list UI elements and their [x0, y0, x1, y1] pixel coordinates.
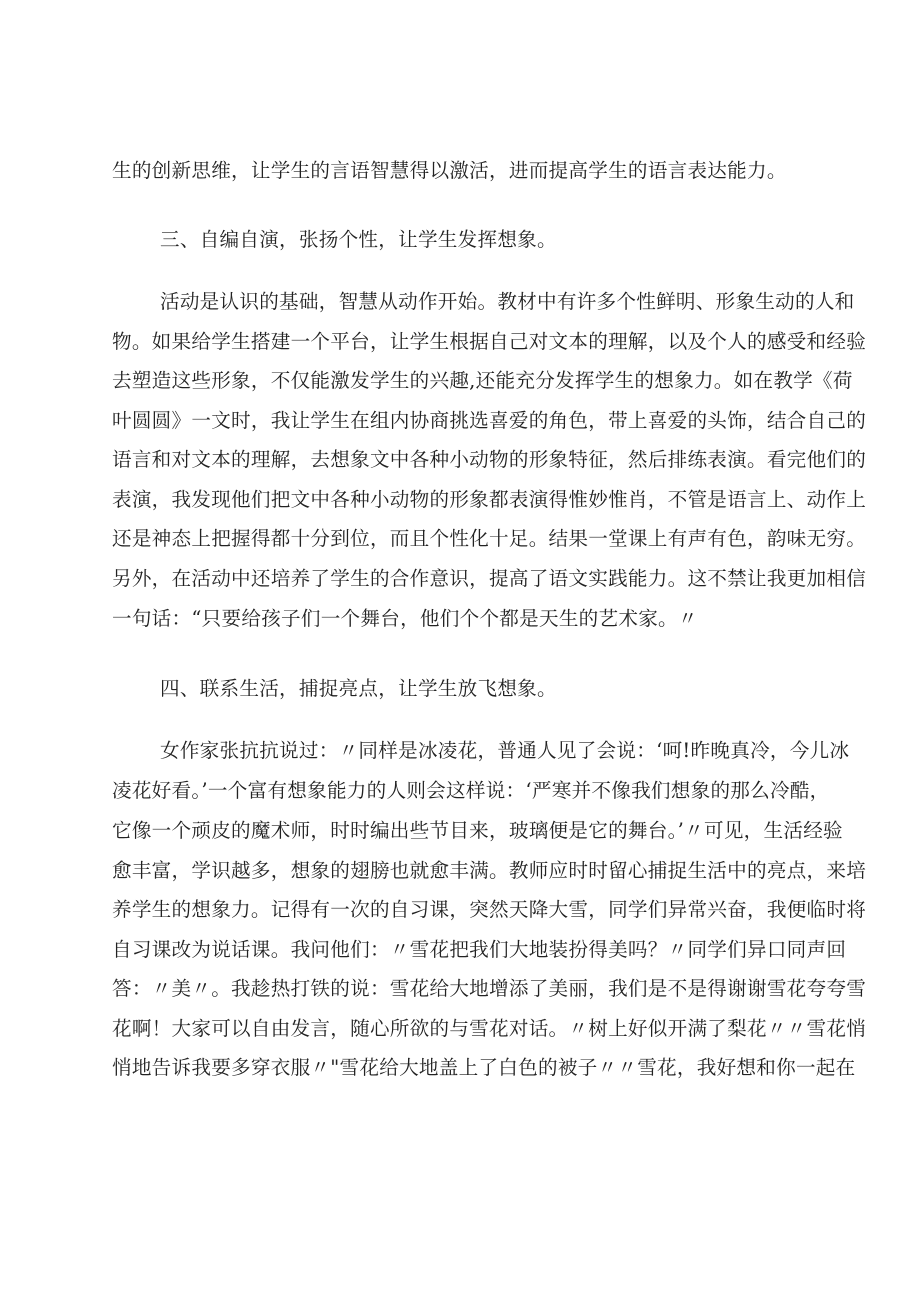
section-three-line: 一句话：“只要给孩子们一个舞台，他们个个都是天生的艺术家。〃 — [112, 607, 698, 630]
section-four-line: 花啊！大家可以自由发言，随心所欲的与雪花对话。〃树上好似开满了梨花〃〃雪花悄 — [112, 1017, 867, 1040]
section-three-line: 叶圆圆》一文时，我让学生在组内协商挑选喜爱的角色，带上喜爱的头饰，结合自己的 — [112, 409, 867, 432]
section-three-line: 另外，在活动中还培养了学生的合作意识，提高了语文实践能力。这不禁让我更加相信 — [112, 567, 867, 590]
section-three-line: 物。如果给学生搭建一个平台，让学生根据自己对文本的理解，以及个人的感受和经验 — [112, 330, 867, 353]
paragraph-continuation-line: 生的创新思维，让学生的言语智慧得以激活，进而提高学生的语言表达能力。 — [112, 159, 787, 182]
section-four-line: 悄地告诉我要多穿衣服〃"雪花给大地盖上了白色的被子〃〃雪花，我好想和你一起在 — [112, 1056, 856, 1079]
section-three-line: 语言和对文本的理解，去想象文中各种小动物的形象特征，然后排练表演。看完他们的 — [112, 448, 867, 471]
section-three-heading: 三、自编自演，张扬个性，让学生发挥想象。 — [160, 228, 557, 251]
section-three-line: 去塑造这些形象，不仅能激发学生的兴趣,还能充分发挥学生的想象力。如在教学《荷 — [112, 369, 853, 392]
section-four-line: 凌花好看。’一个富有想象能力的人则会这样说：‘严寒并不像我们想象的那么冷酷， — [112, 779, 830, 802]
section-four-heading: 四、联系生活，捕捉亮点，让学生放飞想象。 — [160, 677, 557, 700]
section-four-line: 它像一个顽皮的魔术师，时时编出些节目来，玻璃便是它的舞台。’〃可见，生活经验 — [112, 819, 843, 842]
section-three-line: 还是神态上把握得都十分到位，而且个性化十足。结果一堂课上有声有色，韵味无穷。 — [112, 527, 867, 550]
section-four-line: 愈丰富，学识越多，想象的翅膀也就愈丰满。教师应时时留心捕捉生活中的亮点，来培 — [112, 859, 867, 882]
section-three-line: 活动是认识的基础，智慧从动作开始。教材中有许多个性鲜明、形象生动的人和 — [160, 290, 855, 313]
section-four-line: 养学生的想象力。记得有一次的自习课，突然天降大雪，同学们异常兴奋，我便临时将 — [112, 898, 867, 921]
section-four-line: 女作家张抗抗说过：〃同样是冰凌花，普通人见了会说：‘呵!昨晚真冷，今儿冰 — [160, 739, 850, 762]
section-four-line: 答：〃美〃。我趁热打铁的说：雪花给大地增添了美丽，我们是不是得谢谢雪花夸夸雪 — [112, 977, 867, 1000]
section-four-line: 自习课改为说话课。我问他们：〃雪花把我们大地装扮得美吗？〃同学们异口同声回 — [112, 938, 847, 961]
section-three-line: 表演，我发现他们把文中各种小动物的形象都表演得惟妙惟肖，不管是语言上、动作上 — [112, 488, 867, 511]
